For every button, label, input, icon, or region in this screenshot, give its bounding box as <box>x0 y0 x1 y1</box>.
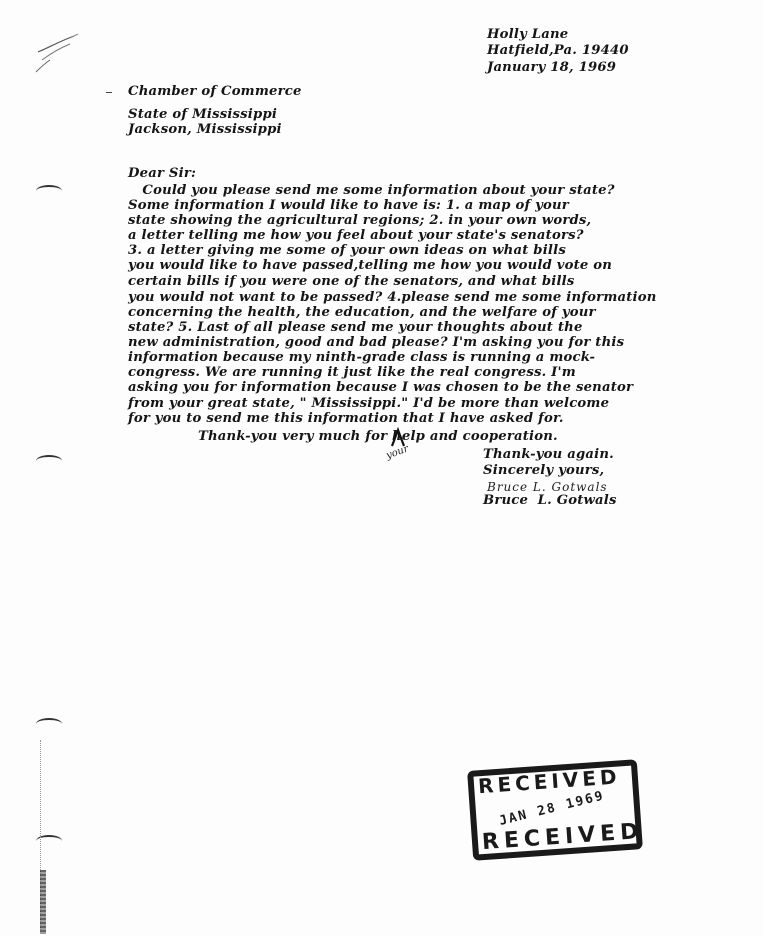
pencil-scribble-mark <box>30 30 90 80</box>
body-line: Some information I would like to have is: 1. a map of your <box>128 198 569 213</box>
recipient-organization: Chamber of Commerce <box>128 84 302 99</box>
salutation: Dear Sir: <box>128 166 197 181</box>
typed-signature: Bruce L. Gotwals <box>483 493 617 508</box>
handwritten-caret-mark <box>388 424 408 448</box>
letter-date: January 18, 1969 <box>487 60 617 75</box>
margin-dash-mark <box>106 92 112 93</box>
sender-street: Holly Lane <box>487 27 569 42</box>
body-line: Could you please send me some information about your state? <box>128 183 615 198</box>
binder-hole-mark <box>36 718 62 730</box>
received-stamp <box>467 759 643 861</box>
handwritten-insert: your <box>384 443 411 462</box>
page-edge-scan-artifact <box>40 870 46 934</box>
stamp-top-text: RECEIVED <box>477 764 622 799</box>
body-line: a letter telling me how you feel about your state's senators? <box>128 228 584 243</box>
closing-thanks-again: Thank-you again. <box>483 447 614 462</box>
body-line: for you to send me this information that I have asked for. <box>128 411 564 426</box>
body-line: asking you for information because I was chosen to be the senator <box>128 380 634 395</box>
closing-sincerely: Sincerely yours, <box>483 463 605 478</box>
body-line: state? 5. Last of all please send me your thoughts about the <box>128 320 583 335</box>
body-line: you would not want to be passed? 4.please send me some information <box>128 290 657 305</box>
handwritten-signature: Bruce L. Gotwals <box>487 480 608 494</box>
stamp-bottom-text: RECEIVED <box>481 818 645 856</box>
body-line: concerning the health, the education, and the welfare of your <box>128 305 596 320</box>
body-line: congress. We are running it just like the real congress. I'm <box>128 365 576 380</box>
binder-hole-mark <box>36 185 62 197</box>
sender-city: Hatfield,Pa. 19440 <box>487 43 629 58</box>
body-line: information because my ninth-grade class is running a mock- <box>128 350 596 365</box>
body-line: new administration, good and bad please? I'm asking you for this <box>128 335 625 350</box>
recipient-state: State of Mississippi <box>128 107 278 122</box>
body-line: state showing the agricultural regions; 2. in your own words, <box>128 213 592 228</box>
body-line: 3. a letter giving me some of your own ideas on what bills <box>128 243 566 258</box>
body-line: from your great state, " Mississippi." I'd be more than welcome <box>128 396 610 411</box>
stamp-date-text: JAN 28 1969 <box>497 788 607 830</box>
recipient-city: Jackson, Mississippi <box>128 122 282 137</box>
binder-hole-mark <box>36 455 62 467</box>
body-line: you would like to have passed,telling me how you would vote on <box>128 258 613 273</box>
body-line: certain bills if you were one of the senators, and what bills <box>128 274 575 289</box>
closing-thanks: Thank-you very much for help and cooperation. <box>198 429 558 444</box>
